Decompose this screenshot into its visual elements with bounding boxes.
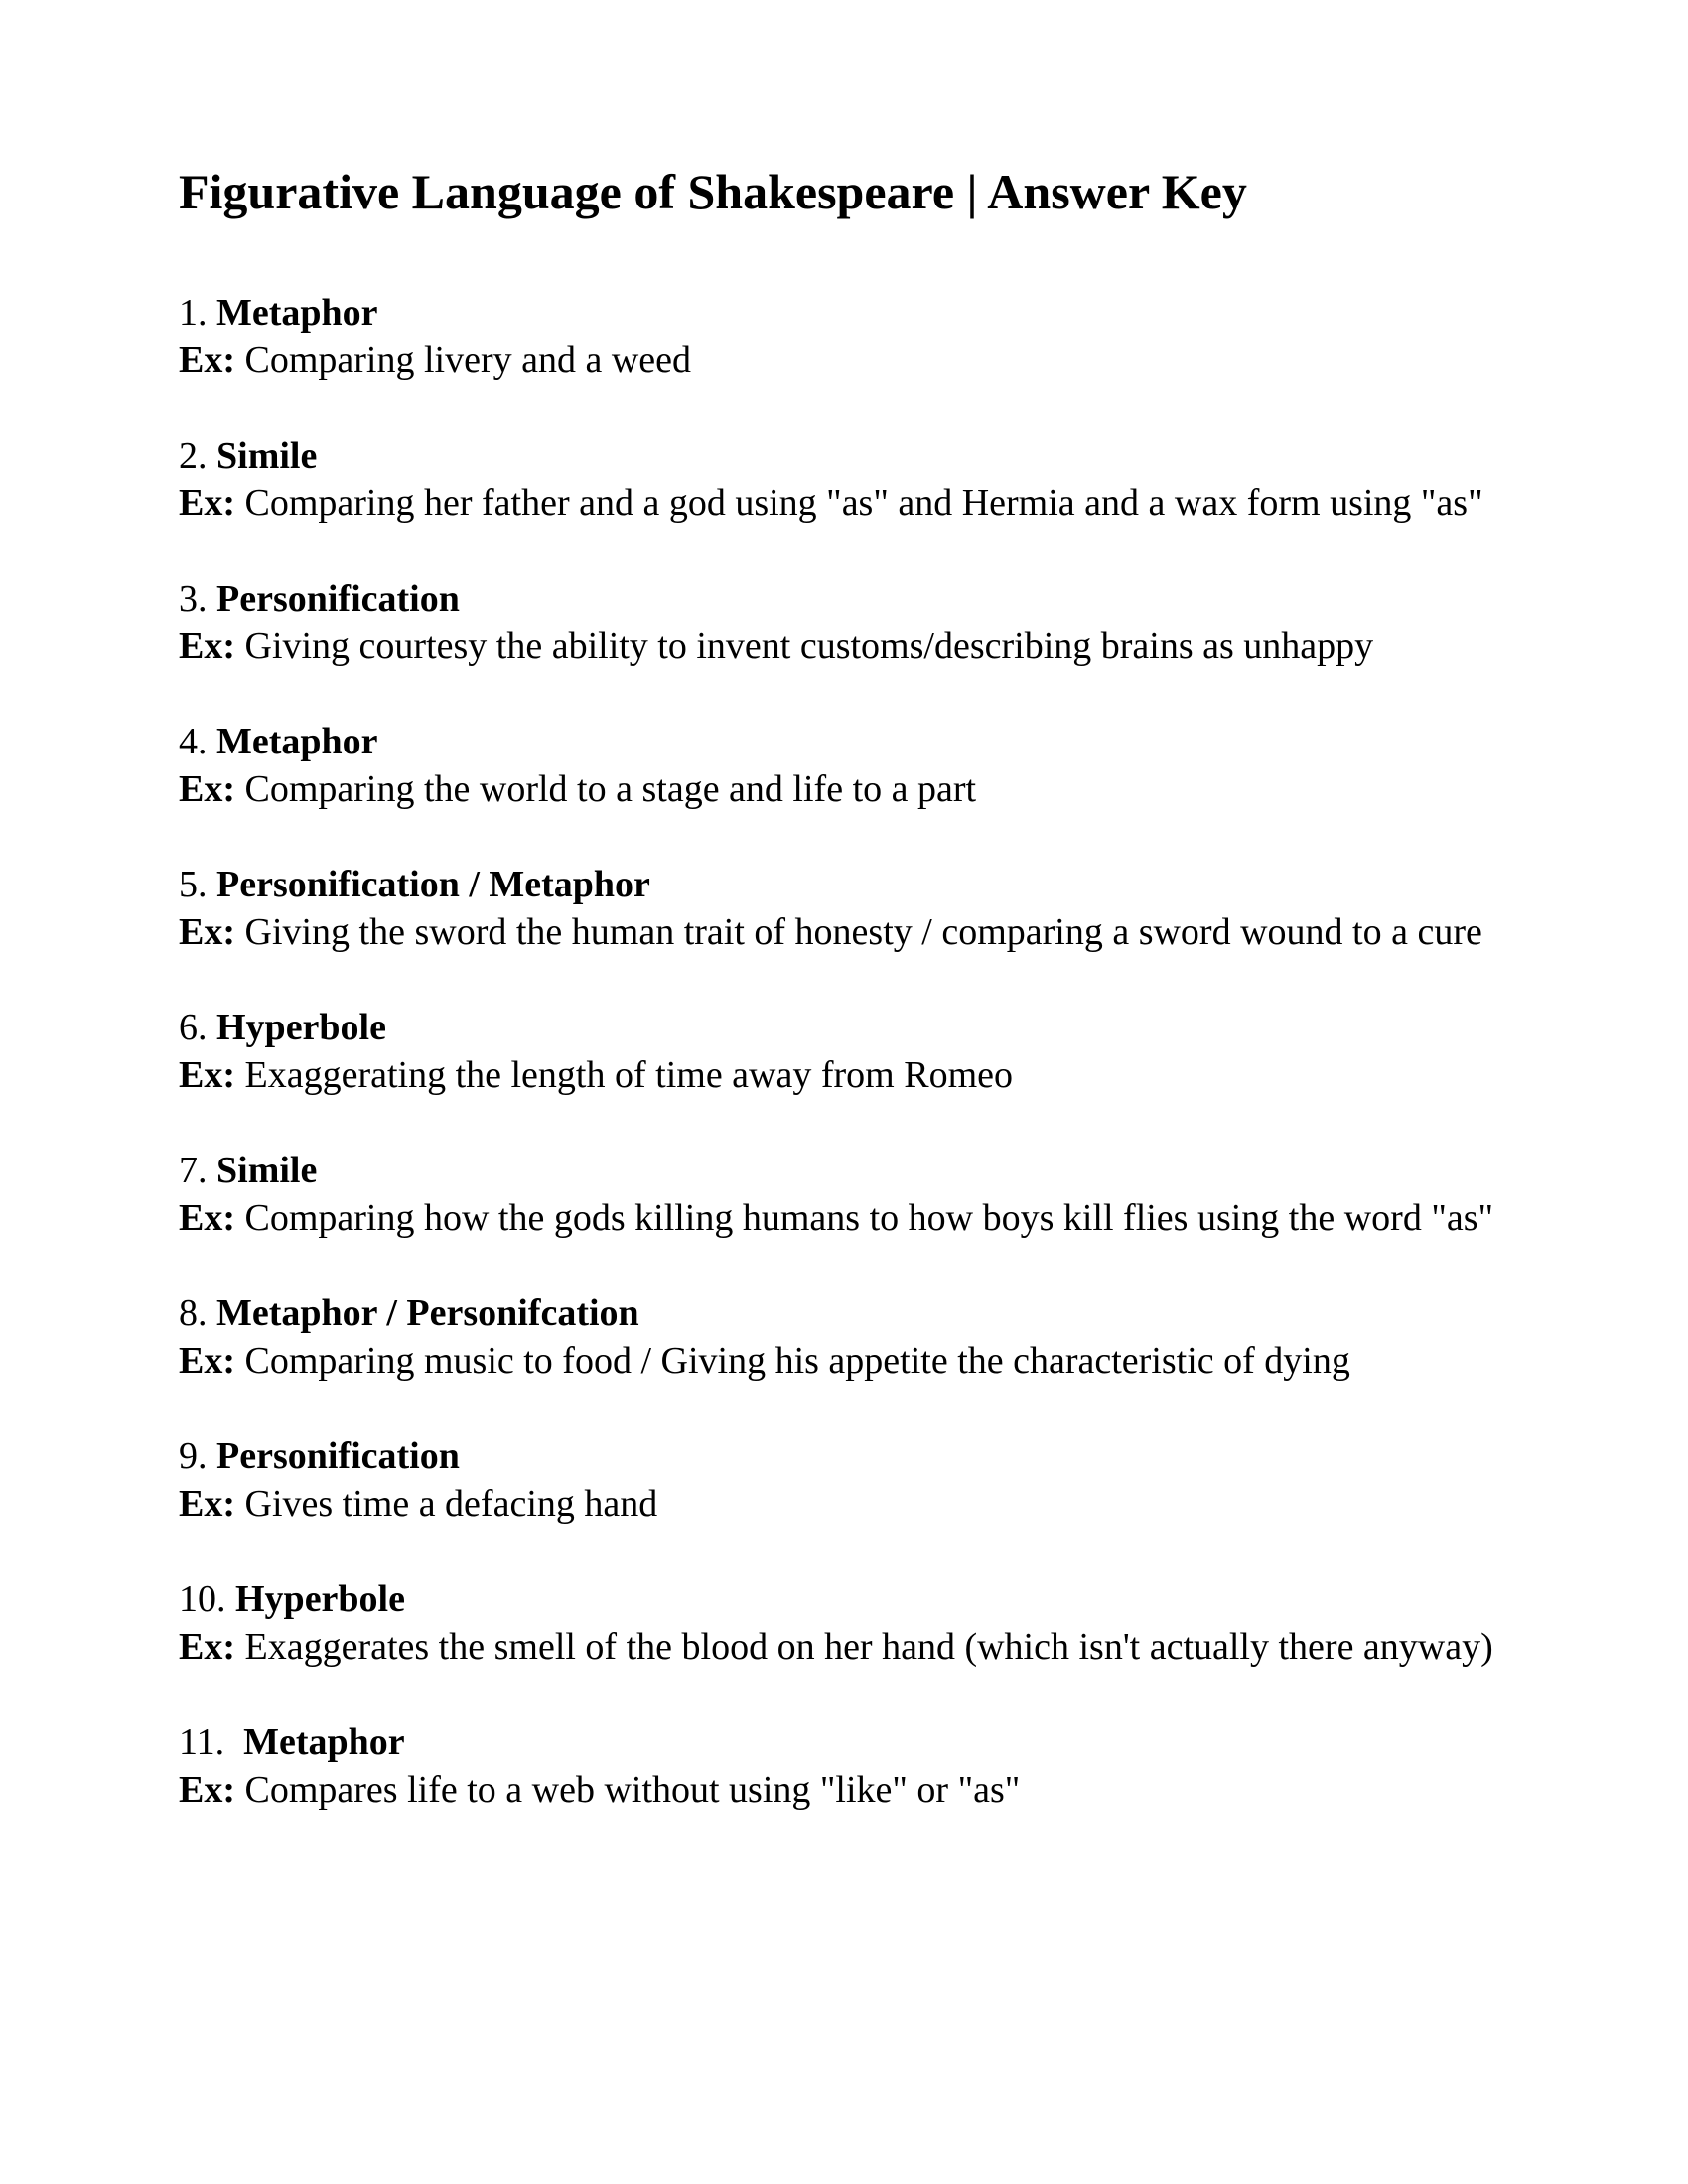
answer-item-10	[179, 1575, 1529, 1671]
item-term: Metaphor	[216, 292, 378, 334]
example-text: Comparing the world to a stage and life to a part	[244, 768, 977, 810]
item-example	[179, 1051, 1529, 1099]
example-label: Ex:	[179, 768, 235, 810]
item-term: Simile	[216, 1150, 318, 1191]
example-text: Comparing how the gods killing humans to how boys kill flies using the word "as"	[244, 1197, 1494, 1239]
item-number: 6.	[179, 1007, 208, 1048]
answer-item-7	[179, 1147, 1529, 1242]
item-example	[179, 622, 1529, 670]
item-term: Simile	[216, 435, 318, 477]
item-term: Personification / Metaphor	[216, 864, 650, 905]
example-label: Ex:	[179, 1054, 235, 1096]
example-text: Exaggerating the length of time away from Romeo	[244, 1054, 1013, 1096]
item-heading	[179, 432, 1529, 479]
example-label: Ex:	[179, 1340, 235, 1382]
example-label: Ex:	[179, 482, 235, 524]
example-text: Giving the sword the human trait of honesty / comparing a sword wound to a cure	[244, 911, 1482, 953]
page-title: Figurative Language of Shakespeare | Answer Key	[179, 164, 1247, 219]
item-heading	[179, 861, 1529, 908]
answer-item-9	[179, 1433, 1529, 1528]
item-number: 2.	[179, 435, 208, 477]
item-number: 1.	[179, 292, 208, 334]
example-label: Ex:	[179, 1483, 235, 1525]
item-term: Personification	[216, 1435, 460, 1477]
item-heading	[179, 1004, 1529, 1051]
item-number: 4.	[179, 721, 208, 762]
item-number: 3.	[179, 578, 208, 619]
example-text: Gives time a defacing hand	[244, 1483, 658, 1525]
answer-item-4	[179, 718, 1529, 813]
answer-item-8	[179, 1290, 1529, 1385]
item-example	[179, 765, 1529, 813]
answer-item-11	[179, 1718, 1529, 1814]
item-heading	[179, 1575, 1529, 1623]
example-text: Comparing her father and a god using "as" and Hermia and a wax form using "as"	[244, 482, 1483, 524]
item-number: 11.	[179, 1721, 234, 1763]
item-example	[179, 1766, 1529, 1814]
item-term: Hyperbole	[235, 1578, 405, 1620]
item-term: Personification	[216, 578, 460, 619]
answer-key-page	[179, 157, 1529, 1861]
item-heading	[179, 289, 1529, 337]
item-term: Metaphor	[216, 721, 378, 762]
item-term: Metaphor / Personifcation	[216, 1293, 639, 1334]
answer-item-2	[179, 432, 1529, 527]
item-example	[179, 337, 1529, 384]
item-example	[179, 479, 1529, 527]
item-example	[179, 1480, 1529, 1528]
example-label: Ex:	[179, 911, 235, 953]
answer-item-5	[179, 861, 1529, 956]
example-label: Ex:	[179, 625, 235, 667]
item-term: Hyperbole	[216, 1007, 386, 1048]
item-example	[179, 1194, 1529, 1242]
item-number: 10.	[179, 1578, 226, 1620]
item-example	[179, 908, 1529, 956]
example-text: Compares life to a web without using "like" or "as"	[244, 1769, 1021, 1811]
item-number: 8.	[179, 1293, 208, 1334]
example-text: Exaggerates the smell of the blood on her hand (which isn't actually there anyway)	[244, 1626, 1493, 1668]
item-heading	[179, 718, 1529, 765]
item-term: Metaphor	[243, 1721, 405, 1763]
item-heading	[179, 1290, 1529, 1337]
item-heading	[179, 1147, 1529, 1194]
item-number: 7.	[179, 1150, 208, 1191]
item-heading	[179, 575, 1529, 622]
answer-item-6	[179, 1004, 1529, 1099]
answer-item-3	[179, 575, 1529, 670]
example-text: Comparing music to food / Giving his appetite the characteristic of dying	[244, 1340, 1350, 1382]
example-label: Ex:	[179, 1626, 235, 1668]
item-heading	[179, 1718, 1529, 1766]
example-label: Ex:	[179, 1197, 235, 1239]
example-label: Ex:	[179, 340, 235, 381]
answer-item-1	[179, 289, 1529, 384]
item-example	[179, 1337, 1529, 1385]
item-heading	[179, 1433, 1529, 1480]
item-number: 9.	[179, 1435, 208, 1477]
example-text: Comparing livery and a weed	[244, 340, 692, 381]
example-text: Giving courtesy the ability to invent customs/describing brains as unhappy	[244, 625, 1374, 667]
item-number: 5.	[179, 864, 208, 905]
item-example	[179, 1623, 1529, 1671]
example-label: Ex:	[179, 1769, 235, 1811]
